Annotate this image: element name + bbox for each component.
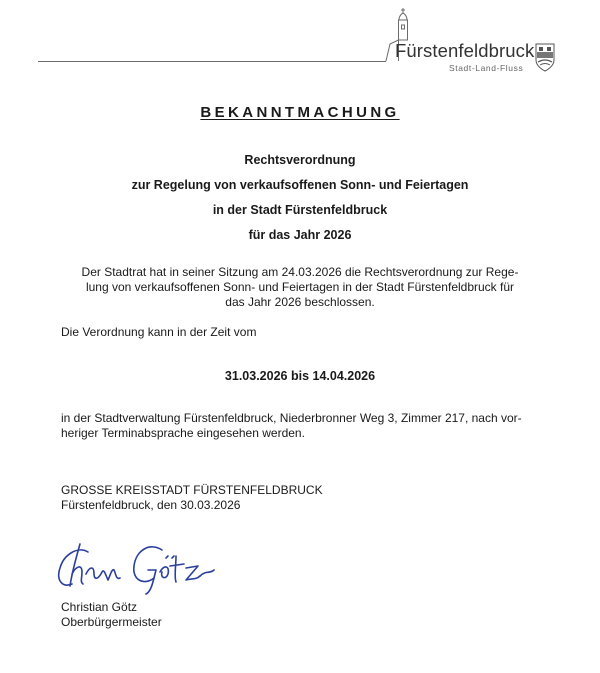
location-line-2: heriger Terminabsprache eingesehen werden. — [61, 426, 305, 440]
signature-image — [50, 540, 250, 595]
heading-line-2: zur Regelung von verkaufsoffenen Sonn- und Feiertagen — [131, 178, 469, 192]
heading-line-4: für das Jahr 2026 — [248, 228, 352, 242]
intro-line-2: lung von verkaufsoffenen Sonn- und Feiertagen in der Stadt Fürstenfeldbruck für — [85, 280, 515, 294]
period-dates: 31.03.2026 bis 14.04.2026 — [224, 369, 376, 383]
signatory-role: Oberbürgermeister — [61, 615, 162, 629]
signatory-name: Christian Götz — [61, 600, 138, 614]
place-date: Fürstenfeldbruck, den 30.03.2026 — [61, 498, 241, 512]
authority-name: GROSSE KREISSTADT FÜRSTENFELDBRUCK — [61, 483, 323, 497]
page-title: BEKANNTMACHUNG — [200, 104, 400, 121]
logo-tagline: Stadt-Land-Fluss — [449, 63, 524, 73]
intro-line-3: das Jahr 2026 beschlossen. — [225, 295, 375, 309]
period-intro: Die Verordnung kann in der Zeit vom — [61, 325, 257, 339]
location-line-1: in der Stadtverwaltung Fürstenfeldbruck, Niederbronner Weg 3, Zimmer 217, nach vor- — [61, 411, 522, 425]
heading-line-1: Rechtsverordnung — [244, 153, 356, 167]
heading-line-3: in der Stadt Fürstenfeldbruck — [212, 203, 388, 217]
logo-name: Fürstenfeldbruck — [395, 40, 535, 61]
intro-line-1: Der Stadtrat hat in seiner Sitzung am 24.03.2026 die Rechtsverordnung zur Rege- — [81, 265, 519, 279]
city-logo — [0, 0, 600, 90]
